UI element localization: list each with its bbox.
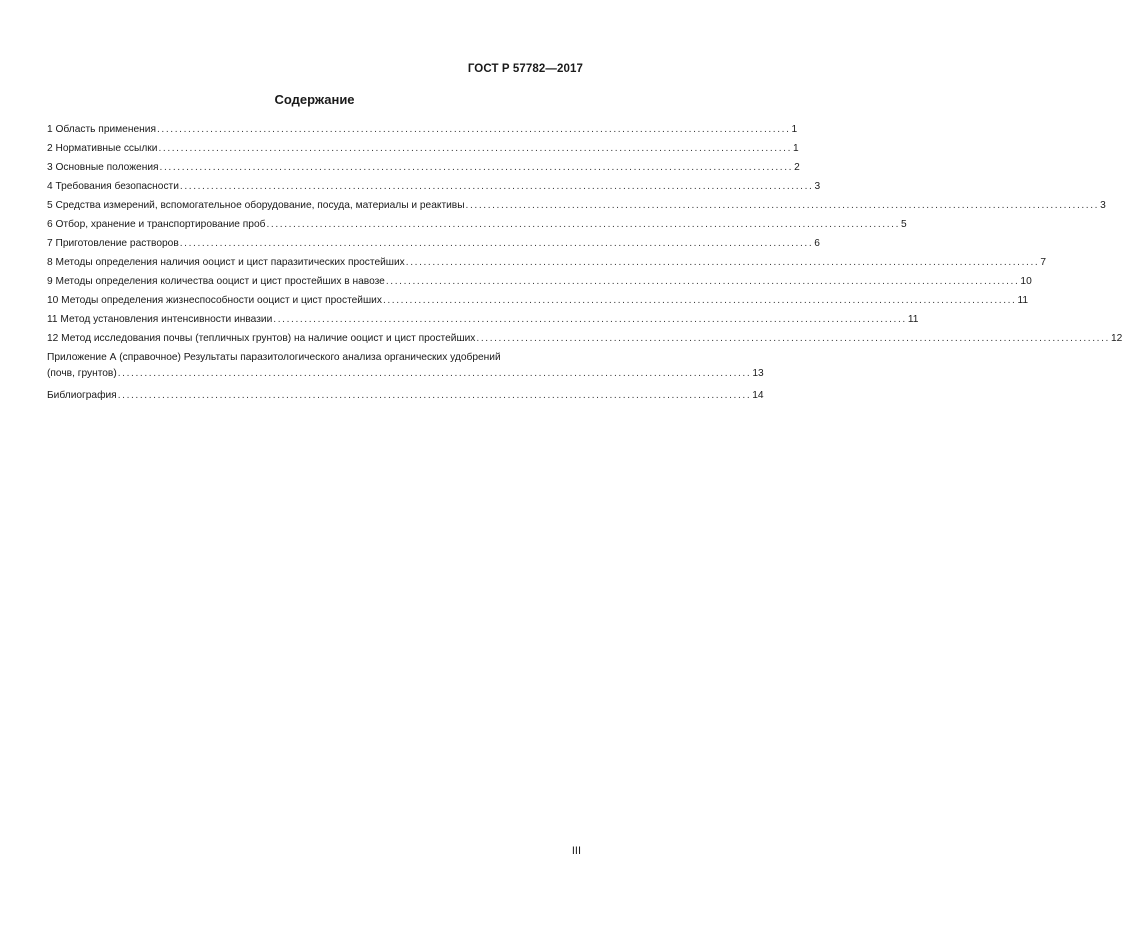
toc-appendix-title-line2: (почв, грунтов) (47, 368, 117, 379)
dot-leader: ............................................................................................................................................... (465, 200, 1100, 211)
dot-leader: ............................................................................................................................................... (117, 368, 752, 379)
toc-entry-title: 7 Приготовление растворов (47, 238, 179, 249)
toc-entry-title: 5 Средства измерений, вспомогательное оборудование, посуда, материалы и реактивы (47, 200, 465, 211)
toc-entry-title: 10 Методы определения жизнеспособности ооцист и цист простейших (47, 295, 382, 306)
dot-leader: ............................................................................................................................................... (382, 295, 1017, 306)
toc-entry-page: 14 (752, 390, 764, 401)
dot-leader: ............................................................................................................................................... (266, 219, 901, 230)
toc-entry-8[interactable] (47, 253, 1047, 272)
toc-entry-page: 11 (907, 314, 919, 325)
toc-entry-page: 3 (1100, 200, 1106, 211)
toc-entry-6[interactable] (47, 215, 907, 234)
dot-leader: ............................................................................................................................................... (273, 314, 907, 325)
toc-entry-title: 2 Нормативные ссылки (47, 143, 158, 154)
toc-appendix-title-line1: Приложение А (справочное) Результаты паразитологического анализа органических удобрений (47, 352, 501, 363)
dot-leader: ............................................................................................................................................... (117, 390, 752, 401)
dot-leader: ............................................................................................................................................... (159, 162, 794, 173)
toc-entry-bibliography[interactable] (47, 386, 764, 405)
dot-leader: ............................................................................................................................................... (156, 124, 791, 135)
toc-entry-4[interactable] (47, 177, 821, 196)
toc-entry-page: 10 (1020, 276, 1032, 287)
toc-entry-page: 6 (814, 238, 820, 249)
toc-entry-page: 1 (791, 124, 798, 135)
toc-entry-page: 2 (794, 162, 800, 173)
toc-title: Содержание (274, 92, 355, 107)
toc-entry-page: 11 (1017, 295, 1029, 306)
toc-entry-2[interactable] (47, 139, 799, 158)
document-code: ГОСТ Р 57782—2017 (467, 63, 583, 75)
toc-entry-title: 9 Методы определения количества ооцист и цист простейших в навозе (47, 276, 385, 287)
toc-entry-title: 8 Методы определения наличия ооцист и цист паразитических простейших (47, 257, 405, 268)
dot-leader: ............................................................................................................................................... (158, 143, 793, 154)
dot-leader: ............................................................................................................................................... (385, 276, 1020, 287)
toc-entry-page: 3 (814, 181, 821, 192)
toc-entry-title: 11 Метод установления интенсивности инвазии (47, 314, 273, 325)
toc-entry-page: 5 (901, 219, 907, 230)
toc-entry-7[interactable] (47, 234, 820, 253)
toc-entry-5[interactable] (47, 196, 1106, 215)
toc-entry-11[interactable] (47, 310, 919, 329)
toc-entry-1[interactable] (47, 120, 798, 139)
dot-leader: ............................................................................................................................................... (179, 181, 814, 192)
toc-entry-title: 6 Отбор, хранение и транспортирование проб (47, 219, 266, 230)
toc-entry-page: 1 (793, 143, 799, 154)
toc-entry-10[interactable] (47, 291, 1029, 310)
toc-entry-appendix-a[interactable] (47, 348, 764, 380)
dot-leader: ............................................................................................................................................... (405, 257, 1040, 268)
toc-entry-title: 4 Требования безопасности (47, 181, 179, 192)
toc-entry-9[interactable] (47, 272, 1032, 291)
dot-leader: ............................................................................................................................................... (476, 333, 1110, 344)
toc-entry-page: 7 (1040, 257, 1047, 268)
toc-entry-title: 12 Метод исследования почвы (тепличных грунтов) на наличие ооцист и цист простейших (47, 333, 476, 344)
toc-entry-3[interactable] (47, 158, 800, 177)
toc-appendix-second-line (47, 367, 764, 380)
dot-leader: ............................................................................................................................................... (179, 238, 814, 249)
toc-entry-page: 13 (752, 368, 764, 379)
toc-entry-title: 3 Основные положения (47, 162, 159, 173)
toc-entry-page: 12 (1110, 333, 1122, 344)
toc-entry-title: 1 Область применения (47, 124, 156, 135)
page-number: III (571, 845, 581, 857)
toc-entry-12[interactable] (47, 329, 1122, 348)
toc-entry-title: Библиография (47, 390, 117, 401)
table-of-contents (47, 120, 1122, 405)
